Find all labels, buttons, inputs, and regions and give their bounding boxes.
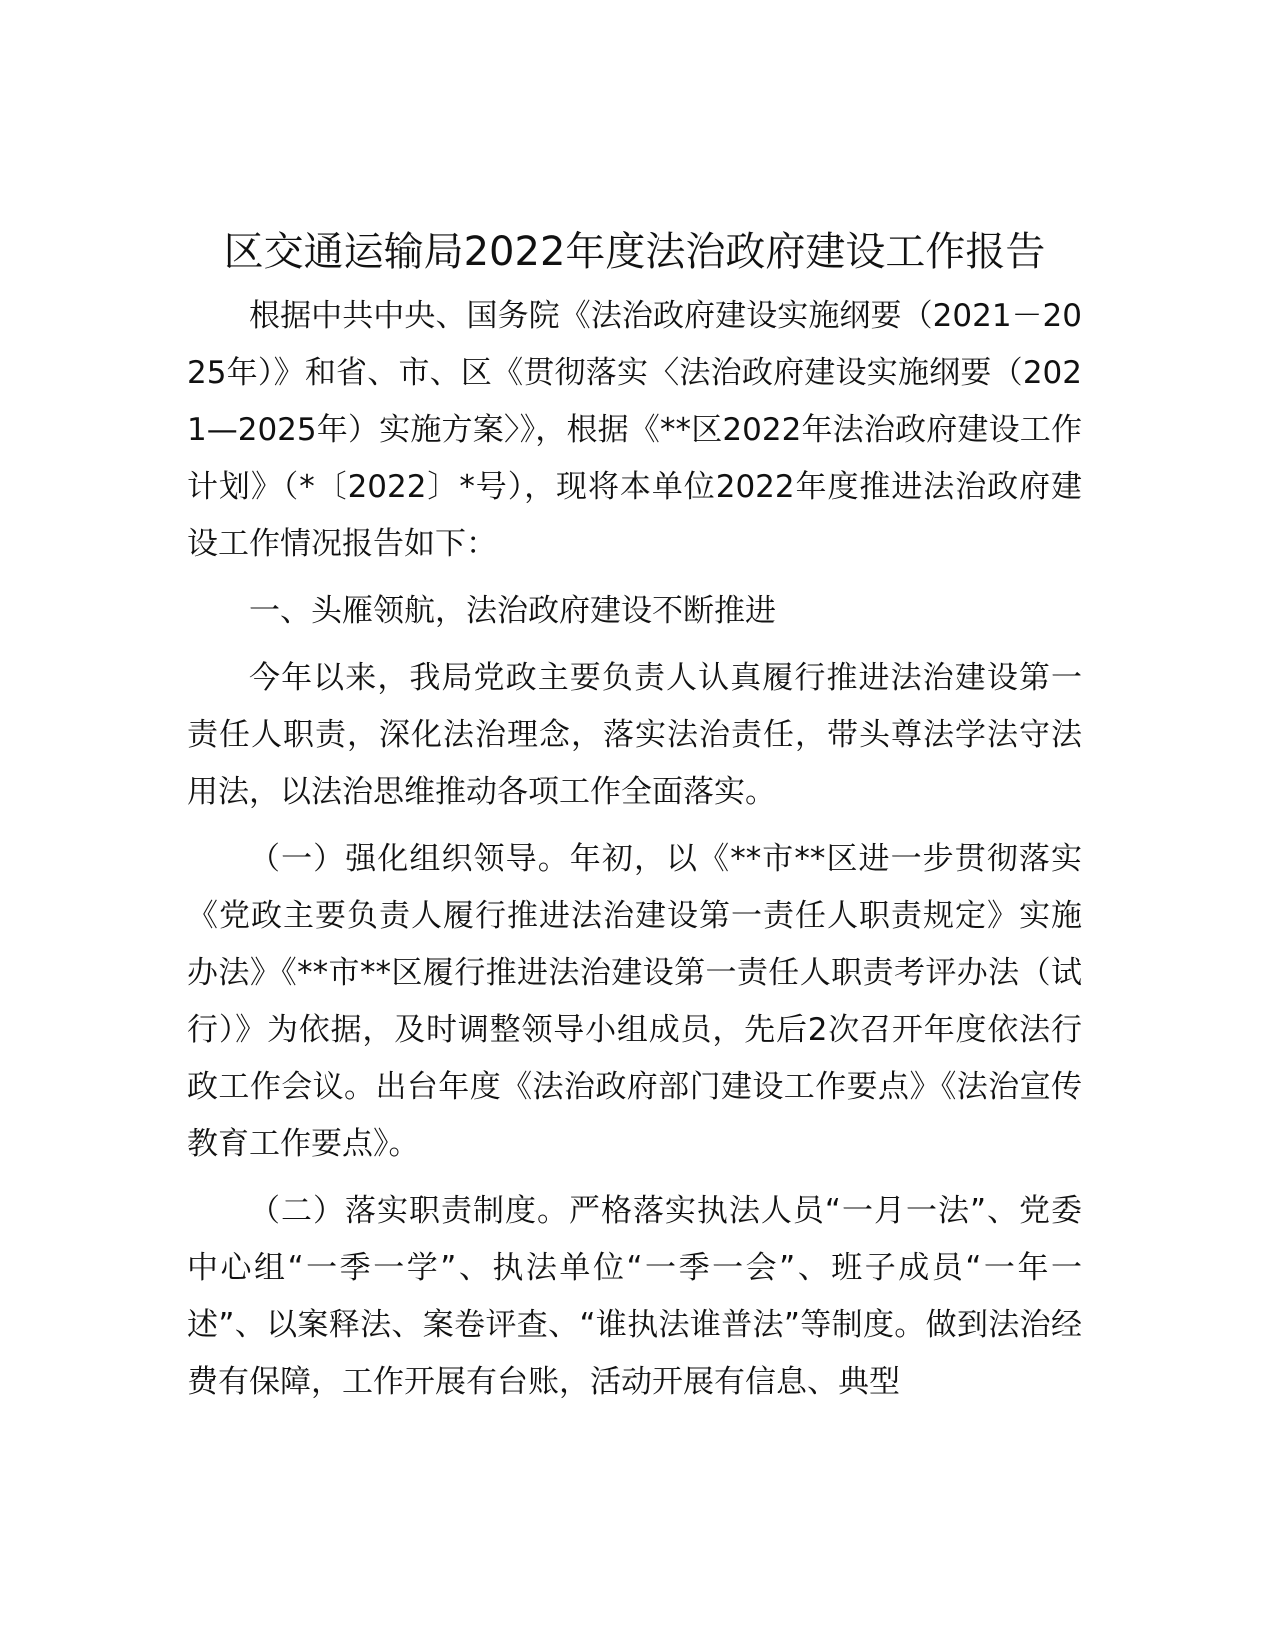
item-1-paragraph: （一）强化组织领导。年初，以《**市**区进一步贯彻落实《党政主要负责人履行推进法治建设第一责任人职责规定》实施办法》《**市**区履行推进法治建设第一责任人职责考评办法（试行）》为依据，及时调整领导小组成员，先后2次召开年度依法行政工作会议。出台年度《法治政府部门建设工作要点》《法治宣传教育工作要点》。 (187, 841, 1082, 1162)
section-1-paragraph: 今年以来，我局党政主要负责人认真履行推进法治建设第一责任人职责，深化法治理念，落实法治责任，带头尊法学法守法用法，以法治思维推动各项工作全面落实。 (187, 660, 1082, 810)
item-2-paragraph: （二）落实职责制度。严格落实执法人员“一月一法”、党委中心组“一季一学”、执法单位“一季一会”、班子成员“一年一述”、以案释法、案卷评查、“谁执法谁普法”等制度。做到法治经费有保障，工作开展有台账，活动开展有信息、典型 (187, 1193, 1082, 1400)
document-title: 区交通运输局2022年度法治政府建设工作报告 (223, 229, 1046, 275)
section-1-heading: 一、头雁领航，法治政府建设不断推进 (249, 593, 776, 629)
document-body (187, 222, 1082, 1411)
intro-paragraph: 根据中共中央、国务院《法治政府建设实施纲要（2021－2025年）》和省、市、区《贯彻落实〈法治政府建设实施纲要（2021—2025年）实施方案〉》，根据《**区2022年法治政府建设工作计划》（*〔2022〕*号），现将本单位2022年度推进法治政府建设工作情况报告如下： (187, 298, 1082, 562)
